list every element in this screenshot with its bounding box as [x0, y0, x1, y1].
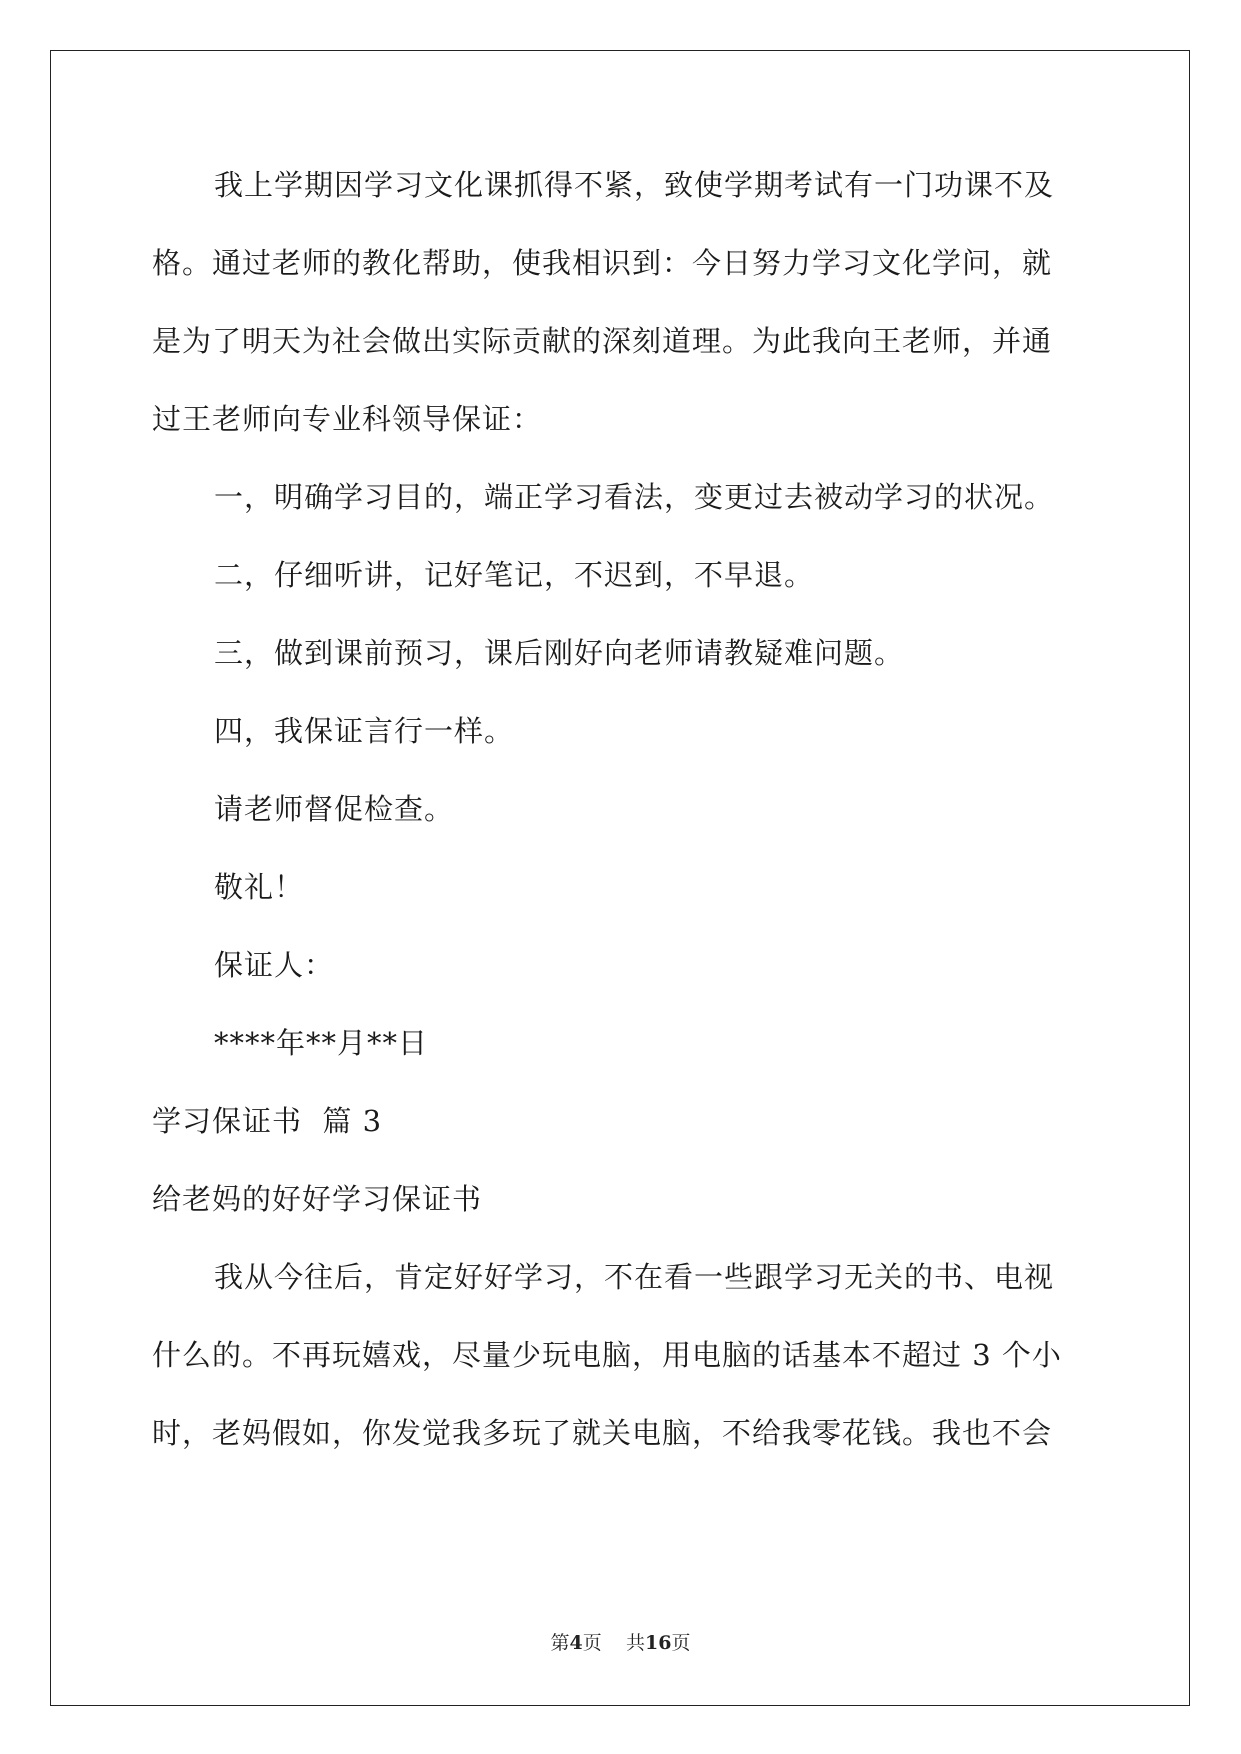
footer-page-prefix: 第: [550, 1632, 570, 1654]
pledge-item-4: 四，我保证言行一样。: [214, 714, 515, 748]
paragraph-2-line-1: 我从今往后，肯定好好学习，不在看一些跟学习无关的书、电视: [214, 1260, 1055, 1294]
footer-total-prefix: 共: [625, 1632, 645, 1654]
pledge-item-3: 三，做到课前预习，课后刚好向老师请教疑难问题。: [214, 636, 905, 670]
pledge-item-1: 一，明确学习目的，端正学习看法，变更过去被动学习的状况。: [214, 480, 1055, 514]
signer-label: 保证人：: [214, 948, 335, 982]
salute-line: 敬礼！: [214, 870, 305, 904]
letter-title: 给老妈的好好学习保证书: [152, 1182, 483, 1216]
footer-page-current: 4: [569, 1632, 583, 1654]
footer-page-unit: 页: [582, 1632, 602, 1654]
page-footer: [0, 1628, 1241, 1655]
footer-total-unit: 页: [671, 1632, 691, 1654]
paragraph-1-line-3: 是为了明天为社会做出实际贡献的深刻道理。为此我向王老师，并通: [152, 324, 1053, 358]
paragraph-1-line-2: 格。通过老师的教化帮助，使我相识到：今日努力学习文化学问，就: [152, 246, 1053, 280]
footer-page-total: 16: [644, 1632, 672, 1654]
request-line: 请老师督促检查。: [214, 792, 455, 826]
paragraph-2-line-2: 什么的。不再玩嬉戏，尽量少玩电脑，用电脑的话基本不超过 3 个小: [152, 1338, 1062, 1372]
section-heading: 学习保证书 篇 3: [152, 1104, 383, 1138]
pledge-item-2: 二，仔细听讲，记好笔记，不迟到，不早退。: [214, 558, 815, 592]
date-line: ****年**月**日: [214, 1026, 429, 1060]
paragraph-1-line-4: 过王老师向专业科领导保证：: [152, 402, 543, 436]
paragraph-2-line-3: 时，老妈假如，你发觉我多玩了就关电脑，不给我零花钱。我也不会: [152, 1416, 1053, 1450]
paragraph-1-line-1: 我上学期因学习文化课抓得不紧，致使学期考试有一门功课不及: [214, 168, 1055, 202]
